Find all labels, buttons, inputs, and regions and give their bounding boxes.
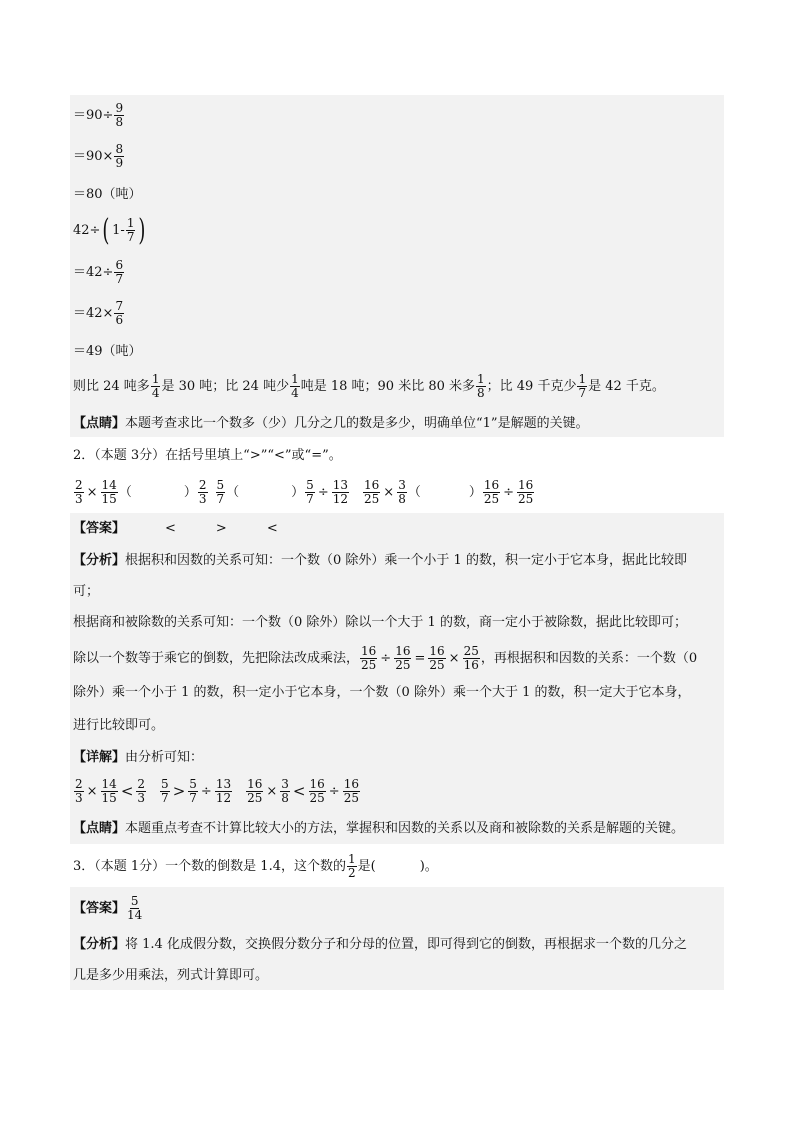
math-operator: > [172,781,186,800]
numerator: 2 [198,477,207,492]
analysis-line-2: 可； [73,583,100,599]
denominator: 6 [115,312,124,327]
denominator: 14 [127,907,143,922]
fraction [136,778,146,804]
math-operator: × [86,484,98,500]
question-3-answer [73,890,144,926]
denominator: 25 [483,491,500,506]
denominator: 3 [137,790,146,805]
denominator: 8 [398,491,406,506]
numerator: 1 [291,371,299,386]
denominator: 12 [215,790,232,805]
calc-line-7: ＝49（吨） [73,343,142,359]
denominator: 25 [364,491,380,506]
numerator: 5 [130,893,139,908]
math-operator: ÷ [380,650,392,666]
denominator: 25 [247,790,263,805]
numerator: 5 [216,477,225,492]
fraction [476,373,486,399]
calc-line-5: ＝42÷ $\frac{6}{7}$ [73,257,124,286]
fraction [74,479,84,505]
detail-line: 【详解】 由分析可知： [73,749,204,765]
detail-expressions [73,774,361,808]
denominator: 16 [463,657,479,672]
numerator: 5 [189,776,197,791]
fraction [74,778,84,804]
denominator: 15 [101,790,117,805]
denominator: 9 [115,155,124,170]
numerator: 9 [115,100,124,115]
analysis-line-6: 进行比较即可。 [73,717,165,733]
detail-tag: 【详解】 [73,749,126,765]
denominator: 25 [429,657,445,672]
answer-tag: 【答案】 [73,900,126,916]
tip-line-1: 【点睛】 本题考查求比一个数多（少）几分之几的数是多少，明确单位“1”是解题的关键。 [73,415,589,431]
calc-line-3: ＝80（吨） [73,186,142,202]
denominator: 12 [332,491,348,506]
math-operator: × [266,783,278,799]
fraction [114,102,124,128]
q3-analysis-line-1: 【分析】 将 1.4 化成假分数，交换假分数分子和分母的位置，即可得到它的倒数，再根据求一个数的几分之 [73,936,687,952]
fraction [198,479,208,505]
fraction [126,895,143,921]
denominator: 7 [126,229,135,244]
q3-analysis-line-2: 几是多少用乘法，列式计算即可。 [73,967,269,983]
numerator: 14 [101,477,117,492]
conclusion-line: 则比 24 吨多 $\frac{1}{4}$ 是 30 吨；比 24 吨少 $\frac{1}{4}$ 吨是 18 吨；90 米比 80 米多 $\frac{1}{8}$ ；比 49 千克少 $\frac{1}{7}$ 是 42 千克。 [73,371,665,400]
denominator: 7 [161,790,169,805]
denominator: 3 [198,491,207,506]
math-operator: ÷ [200,783,212,799]
numerator: 25 [463,643,479,658]
answer-tag: 【答案】 [73,520,126,536]
numerator: 16 [518,477,534,492]
numerator: 16 [309,776,325,791]
denominator: 8 [281,790,289,805]
fraction [160,778,170,804]
math-operator: = [414,650,426,666]
math-operator: × [383,484,395,500]
numerator: 16 [395,643,411,658]
denominator: 25 [343,790,359,805]
question-2-expressions: $\frac{2}{3}$ × $\frac{14}{15}$ （ ） $\frac{2}{3}$ $\frac{5}{7}$ （ ） $\frac{5}{7}$ ÷ $\frac{13}{12}$ $\frac{16}{25}$ × $\frac{3}{8}$ （ ） $\frac{16}{25}$ ÷ $\frac{16}{25}$ [75,477,534,506]
fraction [188,778,198,804]
denominator: 4 [151,385,160,400]
denominator: 7 [189,790,197,805]
question-2-title: 2．（本题 3分）在括号里填上“>”“<”或“=”。 [73,447,342,463]
analysis-tag: 【分析】 [73,936,126,952]
fraction [397,479,407,505]
numerator: 14 [101,776,117,791]
fraction [114,300,124,326]
numerator: 2 [75,477,83,492]
numerator: 1 [151,371,160,386]
fraction [577,373,587,399]
denominator: 7 [216,491,225,506]
tip-line-2: 【点睛】 本题重点考查不计算比较大小的方法，掌握积和因数的关系以及商和被除数的关系是解题的关键。 [73,820,685,836]
fraction [114,143,124,169]
analysis-line-5: 除外）乘一个小于 1 的数，积一定小于它本身，一个数（0 除外）乘一个大于 1 的数，积一定大于它本身， [73,684,691,700]
denominator: 2 [347,865,356,880]
denominator: 25 [309,790,325,805]
numerator: 13 [332,477,348,492]
denominator: 8 [115,114,124,129]
fraction [517,479,534,505]
numerator: 16 [364,477,380,492]
fraction [394,645,411,671]
fraction [305,479,315,505]
denominator: 25 [518,491,534,506]
analysis-line-1: 【分析】 根据积和因数的关系可知：一个数（0 除外）乘一个小于 1 的数，积一定小于它本身，据此比较即 [73,552,687,568]
denominator: 25 [361,657,377,672]
numerator: 1 [126,215,135,230]
calc-line-2: ＝90× $\frac{8}{9}$ [73,141,124,170]
fraction [215,778,232,804]
fraction [343,778,360,804]
fraction [101,778,118,804]
calc-line-6: ＝42× $\frac{7}{6}$ [73,298,124,327]
math-operator: ÷ [328,783,340,799]
fraction [114,259,124,285]
fraction [246,778,263,804]
bracket: ) [138,212,146,248]
numerator: 8 [115,141,124,156]
numerator: 16 [361,643,377,658]
numerator: 16 [343,776,359,791]
denominator: 7 [115,271,124,286]
numerator: 13 [215,776,232,791]
bracket: ( [102,212,110,248]
fraction [428,645,445,671]
analysis-line-3: 根据商和被除数的关系可知：一个数（0 除外）除以一个大于 1 的数，商一定小于被除数，据此比较即可； [73,614,687,630]
numerator: 16 [429,643,445,658]
fraction [463,645,480,671]
denominator: 4 [291,385,299,400]
analysis-tag: 【分析】 [73,552,126,568]
fraction [332,479,349,505]
fraction [363,479,380,505]
numerator: 1 [578,371,587,386]
question-2-answer: 【答案】 < > < [73,520,278,536]
numerator: 6 [115,257,124,272]
math-operator: < [292,781,306,800]
math-operator: < [120,781,134,800]
question-3-title: 3．（本题 1分）一个数的倒数是 1.4，这个数的 $\frac{1}{2}$ 是( )。 [73,851,438,880]
denominator: 7 [578,385,587,400]
numerator: 16 [483,477,500,492]
numerator: 1 [347,851,356,866]
calc-line-4: 42÷ ( 1- $\frac{1}{7}$ ) [73,212,146,248]
fraction [360,645,377,671]
math-operator: ÷ [503,484,515,500]
numerator: 16 [247,776,263,791]
denominator: 3 [75,491,83,506]
numerator: 5 [161,776,169,791]
math-operator: × [448,650,460,666]
numerator: 5 [306,477,314,492]
fraction [347,853,357,879]
denominator: 25 [395,657,411,672]
fraction [280,778,290,804]
analysis-line-4: 除以一个数等于乘它的倒数，先把除法改成乘法， $\frac{16}{25}$ ÷ $\frac{16}{25}$ = $\frac{16}{25}$ × $\frac{25}{16}$ ，再根据积和因数的关系：一个数（0 [73,643,698,672]
math-operator: ÷ [317,484,329,500]
numerator: 3 [398,477,406,492]
fraction [126,217,136,243]
numerator: 7 [115,298,124,313]
denominator: 8 [477,385,485,400]
tip-tag: 【点睛】 [73,415,126,431]
math-operator: × [86,783,98,799]
denominator: 15 [101,491,117,506]
fraction [483,479,500,505]
numerator: 3 [281,776,289,791]
numerator: 1 [477,371,485,386]
fraction [216,479,226,505]
fraction [101,479,118,505]
tip-tag: 【点睛】 [73,820,126,836]
fraction [151,373,161,399]
denominator: 7 [306,491,314,506]
fraction [309,778,326,804]
fraction [290,373,300,399]
numerator: 2 [75,776,83,791]
denominator: 3 [75,790,83,805]
numerator: 2 [137,776,146,791]
calc-line-1: ＝90÷ $\frac{9}{8}$ [73,100,124,129]
